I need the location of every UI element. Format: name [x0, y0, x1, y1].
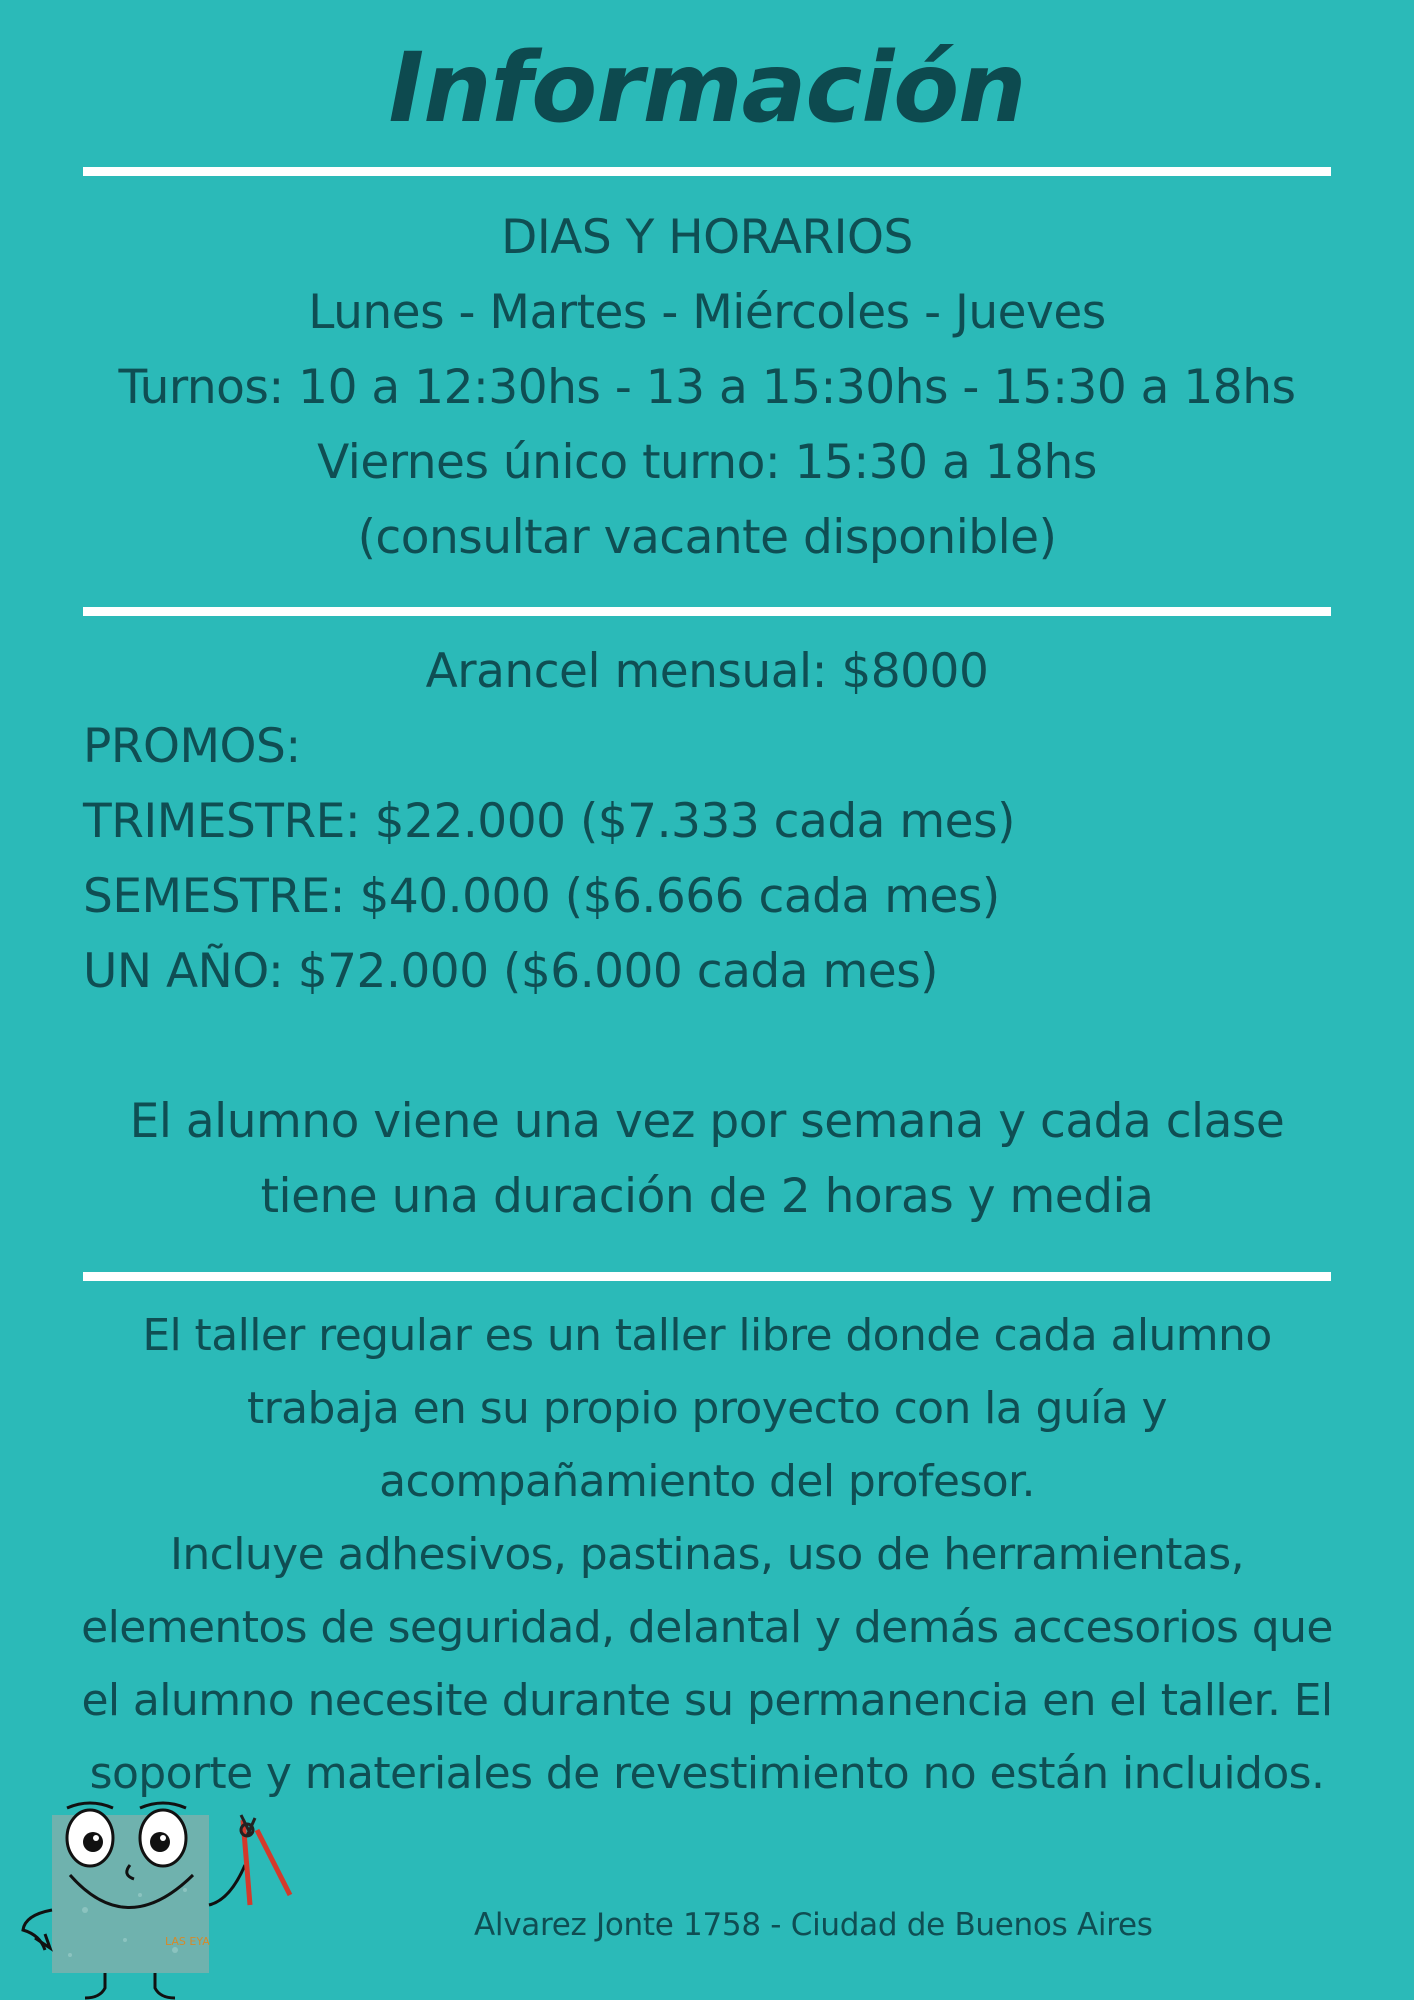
- description-section: [0, 1299, 1414, 1810]
- divider-top: [83, 167, 1331, 176]
- description-line: soporte y materiales de revestimiento no están incluidos.: [89, 1748, 1325, 1799]
- description-line: elementos de seguridad, delantal y demás accesorios que: [81, 1602, 1333, 1653]
- frequency-line: tiene una duración de 2 horas y media: [260, 1169, 1154, 1224]
- promo-item: UN AÑO: $72.000 ($6.000 cada mes): [83, 944, 939, 999]
- divider-bottom: [83, 1272, 1331, 1281]
- monthly-fee: [0, 634, 1414, 709]
- schedule-section: [0, 200, 1414, 575]
- promos-section: [83, 709, 1333, 1009]
- description-line: El taller regular es un taller libre donde cada alumno: [142, 1310, 1272, 1361]
- schedule-turns: Turnos: 10 a 12:30hs - 13 a 15:30hs - 15:30 a 18hs: [118, 360, 1296, 415]
- promos-label: PROMOS:: [83, 719, 301, 774]
- schedule-friday: Viernes único turno: 15:30 a 18hs: [317, 435, 1097, 490]
- description-line: trabaja en su propio proyecto con la guía y: [247, 1383, 1167, 1434]
- schedule-note: (consultar vacante disponible): [357, 510, 1057, 565]
- footer-address: Alvarez Jonte 1758 - Ciudad de Buenos Aires: [474, 1907, 1153, 1943]
- schedule-days: Lunes - Martes - Miércoles - Jueves: [308, 285, 1106, 340]
- frequency-line: El alumno viene una vez por semana y cada clase: [129, 1094, 1285, 1149]
- logo-text: LAS EYA: [165, 1935, 210, 1948]
- divider-middle: [83, 607, 1331, 616]
- monthly-fee-text: Arancel mensual: $8000: [425, 644, 989, 699]
- schedule-heading: DIAS Y HORARIOS: [501, 210, 913, 265]
- promo-item: TRIMESTRE: $22.000 ($7.333 cada mes): [83, 794, 1015, 849]
- frequency-section: [0, 1084, 1414, 1234]
- promo-item: SEMESTRE: $40.000 ($6.666 cada mes): [83, 869, 1000, 924]
- description-line: el alumno necesite durante su permanencia en el taller. El: [81, 1675, 1333, 1726]
- description-line: Incluye adhesivos, pastinas, uso de herramientas,: [170, 1529, 1244, 1580]
- page-title: Información: [388, 32, 1026, 144]
- tile-mascot-logo: [15, 1790, 305, 2000]
- description-line: acompañamiento del profesor.: [379, 1456, 1035, 1507]
